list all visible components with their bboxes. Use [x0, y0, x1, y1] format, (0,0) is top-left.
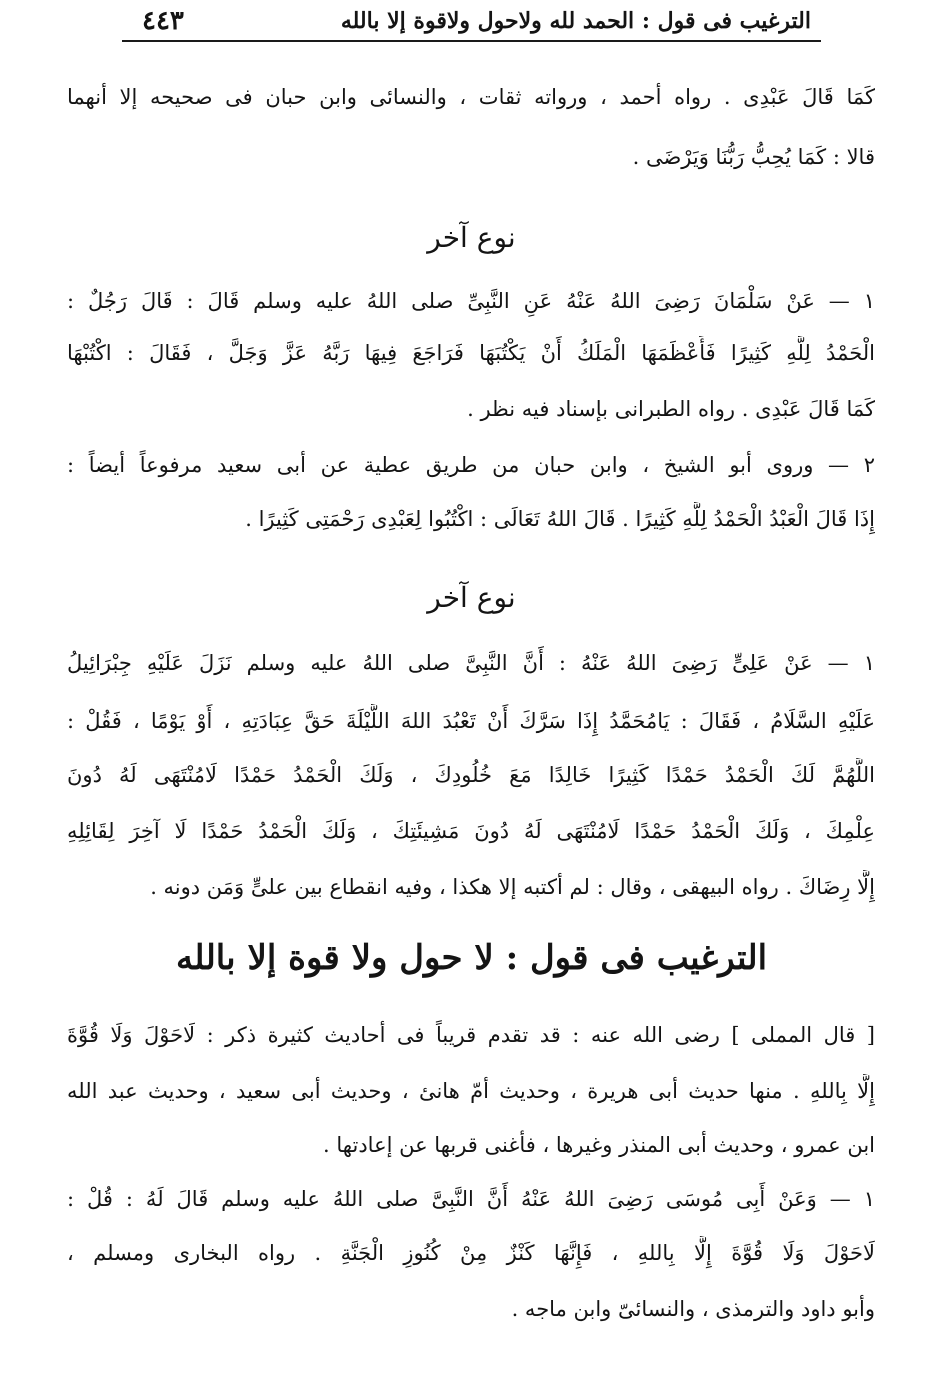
hadith-line: لَاحَوْلَ وَلَا قُوَّةَ إِلَّا بِاللهِ ، فَإِنَّهَا كَنْزٌ مِنْ كُنُوزِ الْجَنَّةِ . رواه البخارى ومسلم ، [67, 1241, 875, 1265]
page-number: ٤٤٣ [142, 6, 184, 36]
hadith-line: ٢ — وروى أبو الشيخ ، وابن حبان من طريق عطية عن أبى سعيد مرفوعاً أيضاً : [67, 453, 875, 477]
hadith-line: الْحَمْدُ لِلَّهِ كَثِيرًا فَأَعْظَمَهَا الْمَلَكُ أَنْ يَكْتُبَهَا فَرَاجَعَ فِيهَا رَبَّهُ عَزَّ وَجَلَّ ، فَقَالَ : اكْتُبْهَا [67, 341, 875, 365]
text-line: قالا : كَمَا يُحِبُّ رَبُّنَا وَيَرْضَى . [632, 145, 875, 169]
section-heading: نوع آخر [427, 581, 516, 614]
hadith-line: ١ — عَنْ سَلْمَانَ رَضِىَ اللهُ عَنْهُ عَنِ النَّبِىِّ صلى اللهُ عليه وسلم قَالَ : قَالَ رَجُلٌ : [67, 289, 875, 313]
hadith-line: عَلَيْهِ السَّلَامُ ، فَقَالَ : يَامُحَمَّدُ إِذَا سَرَّكَ أَنْ تَعْبُدَ اللهَ اللَّيْلَةَ حَقَّ عِبَادَتِهِ ، أَوْ يَوْمًا ، فَقُلْ : [67, 709, 875, 733]
section-heading: نوع آخر [427, 221, 516, 254]
hadith-line: كَمَا قَالَ عَبْدِى . رواه الطبرانى بإسناد فيه نظر . [467, 397, 875, 421]
text-line: [ قال المملى ] رضى الله عنه : قد تقدم قريباً فى أحاديث كثيرة ذكر : لَاحَوْلَ وَلَا قُوَّةَ [67, 1023, 875, 1047]
text-line: ابن عمرو ، وحديث أبى المنذر وغيرها ، فأغنى قربها عن إعادتها . [323, 1133, 875, 1157]
hadith-line: إِلَّا رِضَاكَ . رواه البيهقى ، وقال : لم أكتبه إلا هكذا ، وفيه انقطاع بين علىٍّ وَمَن دونه . [150, 875, 875, 899]
hadith-line: ١ — وَعَنْ أَبِى مُوسَى رَضِىَ اللهُ عَنْهُ أَنَّ النَّبِىَّ صلى اللهُ عليه وسلم قَالَ لَهُ : قُلْ : [67, 1187, 875, 1211]
chapter-heading: الترغيب فى قول : لا حول ولا قوة إلا بالله [175, 938, 768, 978]
text-line: كَمَا قَالَ عَبْدِى . رواه أحمد ، ورواته ثقات ، والنسائى وابن حبان فى صحيحه إلا أنهما [67, 85, 875, 109]
running-title: الترغيب فى قول : الحمد لله ولاحول ولاقوة إلا بالله [340, 8, 811, 34]
hadith-line: ١ — عَنْ عَلِىٍّ رَضِىَ اللهُ عَنْهُ : أَنَّ النَّبِىَّ صلى اللهُ عليه وسلم نَزَلَ عَلَيْهِ جِبْرَائِيلُ [67, 651, 875, 675]
hadith-line: وأبو داود والترمذى ، والنسائىّ وابن ماجه . [511, 1297, 875, 1321]
page-header [122, 4, 821, 42]
hadith-line: عِلْمِكَ ، وَلَكَ الْحَمْدُ حَمْدًا لَامُنْتَهَى لَهُ دُونَ مَشِيئَتِكَ ، وَلَكَ الْحَمْدُ حَمْدًا لَا آخِرَ لِقَائِلِهِ [67, 819, 875, 843]
hadith-line: اللَّهُمَّ لَكَ الْحَمْدُ حَمْدًا كَثِيرًا خَالِدًا مَعَ خُلُودِكَ ، وَلَكَ الْحَمْدُ حَمْدًا لَامُنْتَهَى لَهُ دُونَ [67, 763, 875, 787]
hadith-line: إِذَا قَالَ الْعَبْدُ الْحَمْدُ لِلَّهِ كَثِيرًا . قَالَ اللهُ تَعَالَى : اكْتُبُوا لِعَبْدِى رَحْمَتِى كَثِيرًا . [245, 507, 875, 531]
text-line: إِلَّا بِاللهِ . منها حديث أبى هريرة ، وحديث أمّ هانئ ، وحديث أبى سعيد ، وحديث عبد الله [67, 1079, 875, 1103]
